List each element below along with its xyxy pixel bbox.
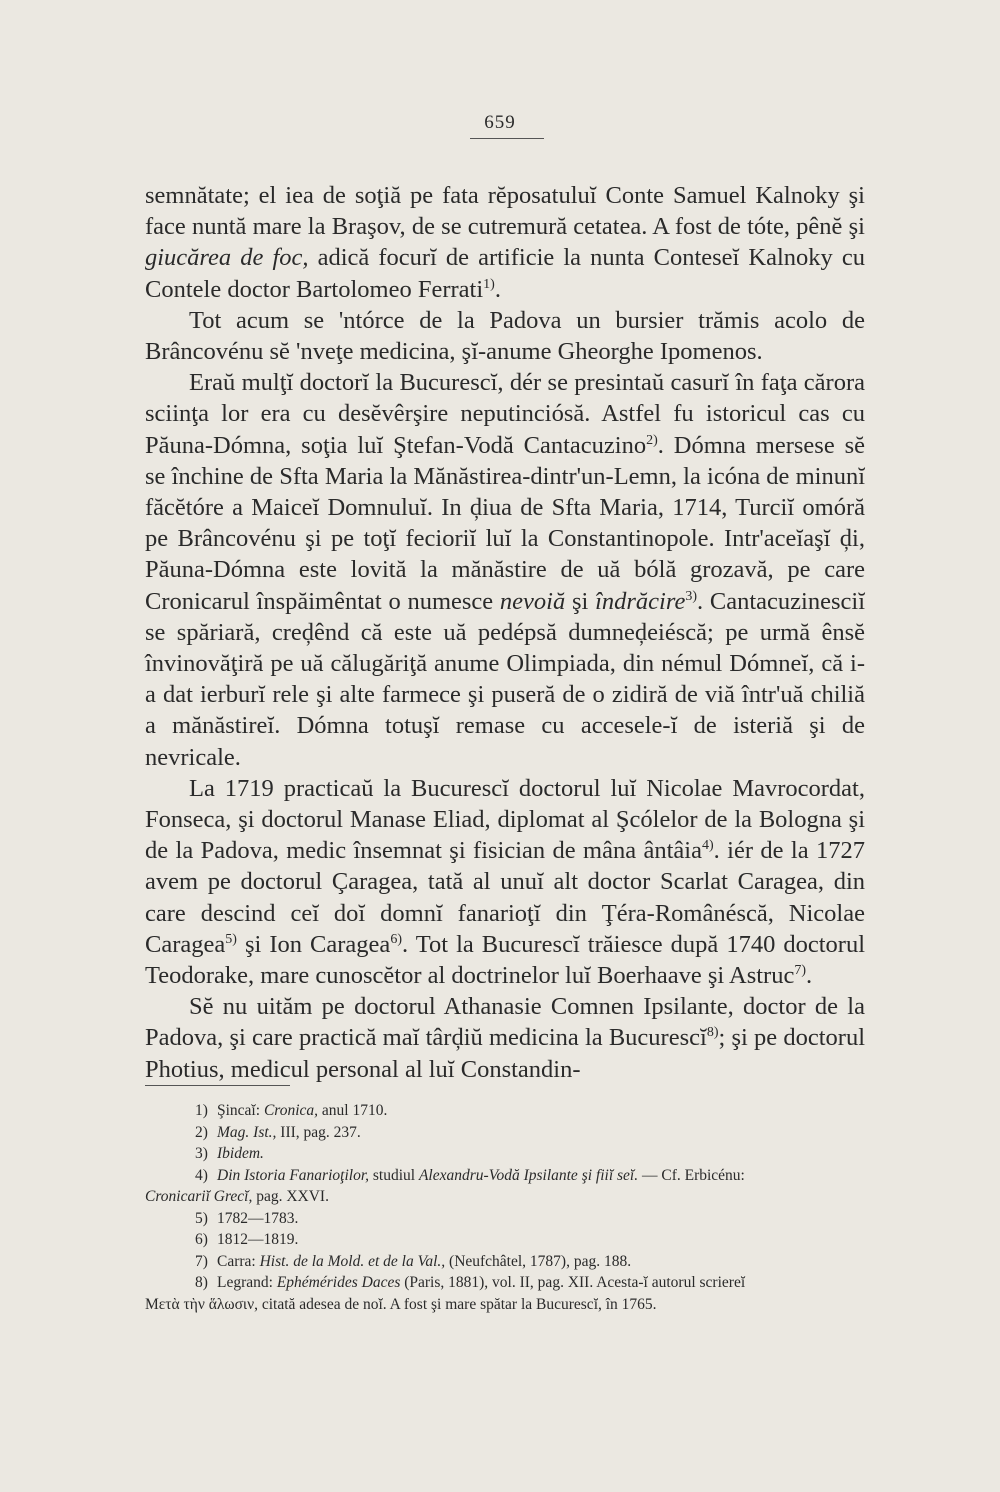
footnote-reference: 7) <box>794 962 807 978</box>
body-text <box>145 180 865 1085</box>
italic-text: Hist. de la Mold. et de la Val., <box>259 1252 446 1270</box>
text-run: La 1719 practicaŭ la Bucurescĭ doctorul luĭ Nicolae Mavrocordat, Fonseca, şi doctorul Manase Eliad, diplomat al Şcólelor de la Bologna şi de la Padova, medic însemnat şi fisician de mâna ântâia <box>145 774 865 865</box>
text-run: Carra: <box>217 1252 260 1270</box>
text-run: . Cantacuzinesciĭ se spăriară, creḑênd că este uă pedépsă dumneḑeiéscă; pe urmă ênsĕ învinovăţiră pe uă călugăriţă anume Olimpiada, din némul Dómneĭ, că i-a dat ierburĭ rele şi alte farmece şi puseră de o zidiră de viă într'uă chiliă a mănăstireĭ. Dómna totuşĭ remase cu accesele-ĭ de isteriă şi de nevricale. <box>145 587 866 771</box>
italic-text: Din Istoria Fanarioţilor, <box>217 1166 370 1184</box>
footnote <box>145 1165 880 1187</box>
footnote-reference: 6) <box>390 931 402 947</box>
footnote-number: 7) <box>195 1252 208 1270</box>
footnote-reference: 4) <box>701 838 714 854</box>
text-run: şi Ion Caragea <box>236 930 391 958</box>
text-run: (Paris, 1881), vol. II, pag. XII. Acesta-ĭ autorul scriereĭ <box>400 1274 746 1291</box>
text-run: . <box>494 275 501 303</box>
text-run: . Dómna mersese sĕ se închine de Sfta Maria la Mănăstirea-dintr'un-Lemn, la icóna de minunĭ făcĕtóre a Maiceĭ Domnuluĭ. In ḑiua de Sfta Maria, 1714, Turciĭ omóră pe Brâncovénu şi pe toţĭ fecioriĭ luĭ la Constantinopole. Intr'aceĭaşĭ ḑi, Păuna-Dómna este lovită la mănăstire de uă bólă grozavă, pe care Cronicarul înspăimêntat o numesce <box>145 431 865 615</box>
text-run: . iér de la 1727 avem pe doctorul Çaragea, tată al unuĭ alt doctor Scarlat Caragea, din care descind ceĭ doĭ domnĭ fanarioţĭ din Ţéra-Românéscă, Nicolae Caragea <box>145 837 865 958</box>
paragraph <box>145 180 865 305</box>
text-run: Tot acum se 'ntórce de la Padova un bursier trămis acolo de Brâncovénu sĕ 'nveţe medicina, şĭ-anume Gheorghe Ipomenos. <box>145 306 865 366</box>
footnote-number: 3) <box>195 1145 208 1162</box>
text-run: — Cf. Erbicénu: <box>638 1166 745 1184</box>
footnote-separator <box>145 1085 290 1086</box>
footnote-reference: 3) <box>685 588 698 604</box>
paragraph <box>145 305 865 367</box>
text-run: Legrand: <box>217 1274 277 1291</box>
footnote-reference: 1) <box>483 276 495 292</box>
italic-text: Cronica, <box>263 1102 319 1119</box>
italic-text: nevoiă <box>499 587 566 615</box>
footnote <box>145 1100 880 1122</box>
italic-text: Ibidem. <box>217 1145 264 1162</box>
footnotes <box>145 1100 880 1315</box>
text-run: III, pag. 237. <box>276 1123 361 1141</box>
text-run: ; şi pe doctorul Photius, medicul personal al luĭ Constandin- <box>145 1024 866 1083</box>
footnote-number: 8) <box>195 1274 208 1291</box>
footnote <box>145 1186 880 1208</box>
paragraph <box>145 773 865 991</box>
text-run: Sĕ nu uităm pe doctorul Athanasie Comnen Ipsilante, doctor de la Padova, şi care practică maĭ târḑiŭ medicina la Bucurescĭ <box>145 993 865 1052</box>
footnote <box>145 1251 880 1273</box>
footnote-number: 1) <box>195 1102 208 1119</box>
italic-text: îndrăcire <box>595 587 686 615</box>
text-run: Şincaĭ: <box>217 1102 264 1119</box>
text-run: şi <box>565 587 596 615</box>
page-number-rule <box>470 138 544 139</box>
footnote-reference: 8) <box>706 1025 719 1041</box>
text-run: anul 1710. <box>318 1102 388 1119</box>
footnote-number: 2) <box>195 1123 208 1141</box>
text-run: . <box>806 962 813 990</box>
text-run: studiul <box>369 1166 419 1184</box>
footnote <box>145 1208 880 1230</box>
footnote-reference: 5) <box>225 931 237 947</box>
italic-text: Ephémérides Daces <box>276 1274 401 1291</box>
paragraph <box>145 367 865 773</box>
text-run: adică focurĭ de artificie la nunta Conteseĭ Kalnoky cu Contele doctor Bartolomeo Ferrati <box>145 244 865 303</box>
text-run: Μετὰ τὴν ἅλωσιν, citată adesea de noĭ. A fost şi mare spătar la Bucurescĭ, în 1765. <box>145 1295 657 1313</box>
text-run: . Tot la Bucurescĭ trăiesce după 1740 doctorul Teodorake, mare cunoscĕtor al doctrinelor luĭ Boerhaave şi Astruc <box>145 930 866 990</box>
footnote-number: 4) <box>195 1166 208 1184</box>
footnote <box>145 1122 880 1144</box>
footnote <box>145 1272 880 1294</box>
text-run: 1782—1783. <box>217 1209 299 1227</box>
footnote-number: 6) <box>195 1231 208 1248</box>
text-run: Eraŭ mulţĭ doctorĭ la Bucurescĭ, dér se presintaŭ casurĭ în faţa cărora sciinţa lor era cu desĕvêrşire neputinciósă. Astfel fu istoricul cas cu Păuna-Dómna, soţia luĭ Ştefan-Vodă Cantacuzino <box>145 369 865 459</box>
text-run: (Neufchâtel, 1787), pag. 188. <box>445 1252 632 1270</box>
italic-text: Alexandru-Vodă Ipsilante şi fiiĭ seĭ. <box>418 1166 639 1184</box>
footnote-number: 5) <box>195 1209 208 1227</box>
footnote <box>145 1229 880 1251</box>
text-run: 1812—1819. <box>217 1231 299 1248</box>
page-number: 659 <box>484 112 516 133</box>
text-run: semnătate; el iea de soţiă pe fata rĕposatuluĭ Conte Samuel Kalnoky şi face nuntă mare la Braşov, de se cutremură cetatea. A fost de tóte, pênĕ şi <box>145 182 865 241</box>
italic-text: giucărea de foc, <box>145 244 309 272</box>
text-run: pag. XXVI. <box>252 1188 329 1205</box>
italic-text: Mag. Ist., <box>217 1123 277 1141</box>
paragraph <box>145 991 865 1085</box>
footnote <box>145 1143 880 1165</box>
italic-text: Cronicariĭ Grecĭ, <box>145 1188 253 1205</box>
footnote <box>145 1294 880 1316</box>
footnote-reference: 2) <box>646 432 658 448</box>
